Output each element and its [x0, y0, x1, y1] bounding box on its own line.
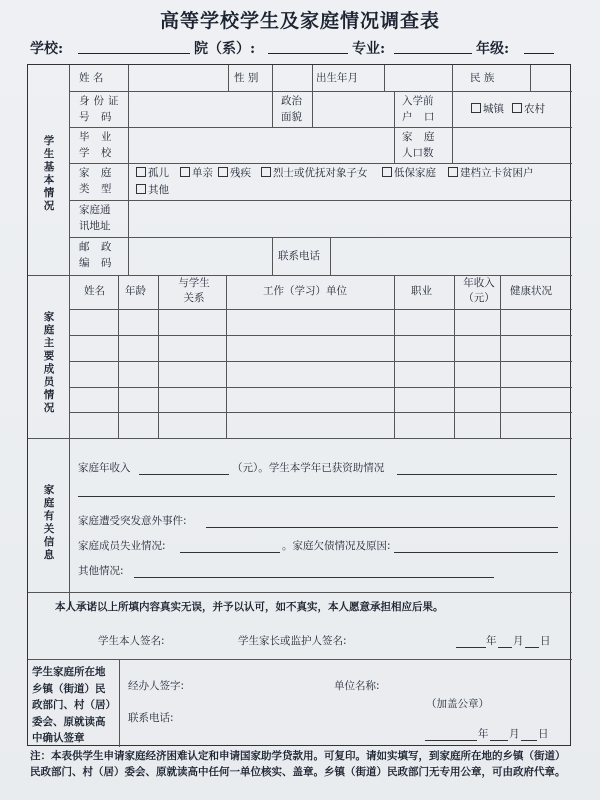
- promise-day-input[interactable]: [525, 647, 539, 648]
- postcode-label-2: 编 码: [79, 257, 116, 269]
- promise-day-label: 日: [540, 635, 551, 647]
- member-row-5[interactable]: [70, 413, 571, 437]
- verify-month-label: 月: [509, 728, 520, 740]
- unemployment-input[interactable]: [180, 552, 280, 553]
- family-type-label-1: 家 庭: [79, 167, 116, 179]
- other-info-input[interactable]: [134, 577, 494, 578]
- checkbox-icon: [261, 167, 271, 177]
- checkbox-icon: [471, 103, 481, 113]
- income-label: 家庭年收入: [78, 462, 131, 474]
- checkbox-icon: [382, 167, 392, 177]
- hukou-label-1: 入学前: [402, 95, 434, 107]
- emergency-label: 家庭遭受突发意外事件:: [78, 515, 187, 527]
- family-type-orphan[interactable]: 孤儿: [136, 166, 169, 181]
- debt-input[interactable]: [394, 552, 558, 553]
- checkbox-icon: [448, 167, 458, 177]
- grade-field[interactable]: [524, 53, 554, 54]
- ethnicity-input[interactable]: [531, 66, 571, 90]
- section-members-label: 家庭主要成员情况: [43, 311, 55, 414]
- guardian-sign-label: 学生家长或监护人签名:: [238, 635, 347, 647]
- checkbox-icon: [136, 184, 146, 194]
- member-row-1[interactable]: [70, 310, 571, 334]
- school-field[interactable]: [78, 53, 190, 54]
- ethnicity-label: 民 族: [470, 72, 495, 84]
- section-basic-label: 学生基本情况: [43, 135, 55, 212]
- checkbox-icon: [512, 103, 522, 113]
- member-header-name: 姓名: [84, 285, 105, 297]
- name-input[interactable]: [129, 66, 227, 90]
- id-label-2: 号 码: [79, 111, 116, 123]
- handler-sign-label: 经办人签字:: [128, 680, 185, 692]
- verify-day-input[interactable]: [521, 740, 537, 741]
- gender-label: 性 别: [234, 72, 259, 84]
- member-header-income: 年收入（元）: [463, 277, 495, 304]
- college-label: 院（系）:: [194, 41, 256, 57]
- member-header-age: 年龄: [125, 285, 146, 297]
- aid-received-input[interactable]: [397, 474, 557, 475]
- promise-year-input[interactable]: [456, 647, 486, 648]
- family-type-low-income[interactable]: 低保家庭: [382, 166, 436, 181]
- grade-label: 年级:: [476, 41, 510, 57]
- family-type-poverty-card[interactable]: 建档立卡贫困户: [448, 166, 534, 181]
- name-label: 姓 名: [79, 72, 104, 84]
- birth-label: 出生年月: [316, 72, 358, 84]
- aid-received-input-2[interactable]: [78, 496, 555, 497]
- form-title: 高等学校学生及家庭情况调查表: [159, 10, 440, 32]
- section-family-info-label: 家庭有关信息: [43, 484, 55, 561]
- unemployment-label: 家庭成员失业情况:: [78, 540, 166, 552]
- member-header-occupation: 职业: [411, 285, 432, 297]
- unit-name-label: 单位名称:: [334, 680, 380, 692]
- checkbox-icon: [180, 167, 190, 177]
- verify-phone-label: 联系电话:: [128, 712, 174, 724]
- member-row-4[interactable]: [70, 388, 571, 411]
- debt-label: 。家庭欠债情况及原因:: [282, 540, 391, 552]
- member-row-3[interactable]: [70, 362, 571, 386]
- address-input[interactable]: [129, 201, 571, 236]
- family-count-label-1: 家 庭: [402, 131, 439, 143]
- verify-year-input[interactable]: [425, 740, 477, 741]
- birth-input[interactable]: [385, 66, 451, 90]
- family-type-other[interactable]: 其他: [136, 183, 169, 198]
- verify-year-label: 年: [478, 728, 489, 740]
- family-type-single-parent[interactable]: 单亲: [180, 166, 213, 181]
- id-label-1: 身份证: [79, 95, 123, 107]
- family-type-label-2: 类 型: [79, 183, 116, 195]
- member-header-workplace: 工作（学习）单位: [263, 285, 347, 297]
- politics-label-2: 面貌: [281, 111, 302, 123]
- id-number-input[interactable]: [129, 92, 271, 126]
- school-label: 学校:: [30, 41, 64, 57]
- address-label-1: 家庭通: [79, 204, 111, 216]
- promise-month-label: 月: [513, 635, 524, 647]
- address-label-2: 讯地址: [79, 220, 111, 232]
- family-type-disabled[interactable]: 残疾: [218, 166, 251, 181]
- checkbox-icon: [136, 167, 146, 177]
- graduated-school-input[interactable]: [129, 128, 393, 162]
- college-field[interactable]: [268, 53, 348, 54]
- postcode-label-1: 邮 政: [79, 241, 116, 253]
- family-count-label-2: 人口数: [402, 147, 434, 159]
- member-row-2[interactable]: [70, 336, 571, 360]
- other-info-label: 其他情况:: [78, 565, 124, 577]
- verify-section-label: 学生家庭所在地 乡镇（街道）民 政部门、村（居） 委会、原就读高 中确认签章: [32, 666, 116, 744]
- promise-month-input[interactable]: [498, 647, 512, 648]
- member-header-relation: 与学生关系: [178, 277, 210, 304]
- promise-text: 本人承诺以上所填内容真实无误，并予以认可，如不真实，本人愿意承担相应后果。: [55, 601, 444, 613]
- income-input[interactable]: [139, 474, 229, 475]
- hukou-option-town[interactable]: 城镇: [471, 102, 504, 117]
- hukou-option-rural[interactable]: 农村: [512, 102, 545, 117]
- school-grad-label-1: 毕 业: [79, 131, 116, 143]
- politics-input[interactable]: [313, 92, 393, 126]
- politics-label-1: 政治: [281, 95, 302, 107]
- checkbox-icon: [218, 167, 228, 177]
- gender-input[interactable]: [273, 66, 311, 90]
- verify-day-label: 日: [538, 728, 549, 740]
- verify-month-input[interactable]: [490, 740, 508, 741]
- income-unit-label: （元）。学生本学年已获资助情况: [232, 462, 385, 474]
- student-sign-label: 学生本人签名:: [98, 635, 165, 647]
- promise-year-label: 年: [486, 635, 497, 647]
- footnote: 注：本表供学生申请家庭经济困难认定和申请国家助学贷款用。可复印。请如实填写，到家庭所在地的乡镇（街道）民政部门、村（居）委会、原就读高中任何一单位核实、盖章。乡镇（街道）民政部门无专用公章，可由政府代章。: [30, 750, 566, 778]
- emergency-input[interactable]: [206, 527, 558, 528]
- postcode-input[interactable]: [129, 238, 271, 274]
- major-field[interactable]: [394, 53, 472, 54]
- school-grad-label-2: 学 校: [79, 147, 116, 159]
- family-count-input[interactable]: [453, 128, 571, 162]
- phone-input[interactable]: [331, 238, 571, 274]
- family-type-martyr[interactable]: 烈士或优抚对象子女: [261, 166, 368, 181]
- major-label: 专业:: [352, 41, 386, 57]
- stamp-label: （加盖公章）: [426, 698, 489, 710]
- phone-label: 联系电话: [278, 250, 320, 262]
- hukou-label-2: 户 口: [402, 111, 439, 123]
- survey-table: [27, 64, 571, 746]
- member-header-health: 健康状况: [510, 285, 552, 297]
